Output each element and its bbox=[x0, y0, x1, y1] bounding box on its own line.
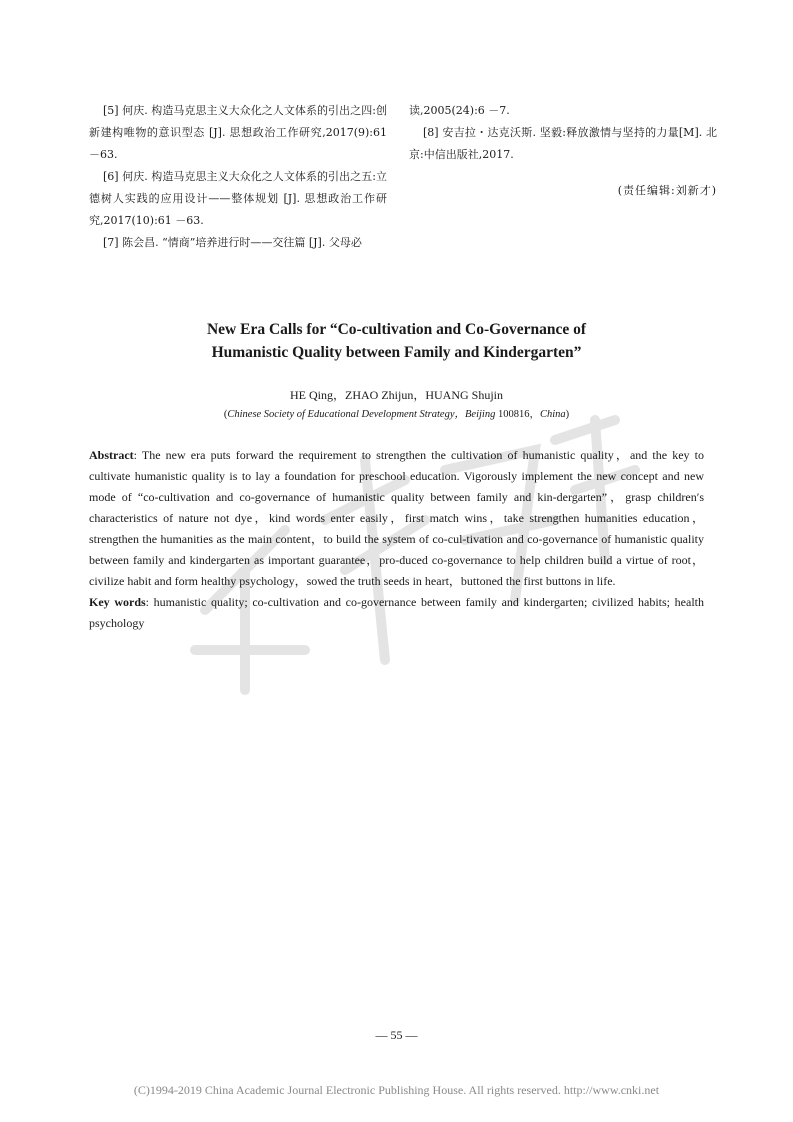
reference-number: [7] bbox=[103, 236, 119, 249]
affiliation-close: ) bbox=[565, 409, 570, 420]
reference-text: 安吉拉・达克沃斯. 坚毅:释放激情与坚持的力量[M]. 北京:中信出版社,2017. bbox=[409, 126, 717, 161]
title-line-1: New Era Calls for “Co-cultivation and Co-Governance of bbox=[206, 321, 586, 338]
affiliation-name: Chinese Society of Educational Development Strategy，Beijing bbox=[227, 409, 496, 420]
reference-continuation: 读,2005(24):6 －7. bbox=[409, 104, 510, 117]
responsible-editor: (责任编辑:刘新才) bbox=[617, 184, 717, 197]
abstract-section bbox=[89, 445, 704, 634]
abstract-text: : The new era puts forward the requirement to strengthen the cultivation of humanistic quality，and the key to cultivate humanistic quality is to lay a foundation for preschool education. Vigorously implement the new concept and new mode of “co-cultivation and co-governance of humanistic quality between family and kin-dergarten”，grasp children′s characteristics of nature not dye，kind words enter easily，first match wins，take strengthen humanities education，strengthen the humanities as the main content，to build the system of co-cul-tivation and co-governance of humanistic quality between family and kindergarten as important guarantee，pro-duced co-governance to help children build a virtue of root，civilize habit and form healthy psychology，sowed the truth seeds in heart，buttoned the first buttons in life. bbox=[89, 448, 704, 588]
affiliation-postcode: 100816， bbox=[495, 409, 540, 420]
keywords-text: : humanistic quality; co-cultivation and co-governance between family and kindergarten; civilized habits; health psychology bbox=[89, 595, 704, 630]
references-left-column bbox=[89, 100, 387, 254]
abstract bbox=[89, 445, 704, 592]
references-right-column bbox=[409, 100, 717, 202]
article-title bbox=[0, 318, 793, 364]
reference-number: [8] bbox=[423, 126, 439, 139]
reference-item bbox=[409, 122, 717, 166]
keywords bbox=[89, 592, 704, 634]
keywords-label: Key words bbox=[89, 595, 146, 609]
page-number: — 55 — bbox=[375, 1028, 418, 1042]
copyright-footer: (C)1994-2019 China Academic Journal Electronic Publishing House. All rights reserved. http://www.cnki.net bbox=[133, 1083, 660, 1097]
reference-number: [5] bbox=[103, 104, 119, 117]
reference-item bbox=[89, 100, 387, 166]
reference-text: 何庆. 构造马克思主义大众化之人文体系的引出之四:创新建构唯物的意识型态 [J]. 思想政治工作研究,2017(9):61 －63. bbox=[89, 104, 387, 161]
reference-text: 陈会昌. “情商”培养进行时——交往篇 [J]. 父母必 bbox=[122, 236, 362, 249]
affiliation bbox=[0, 406, 793, 421]
reference-text: 何庆. 构造马克思主义大众化之人文体系的引出之五:立德树人实践的应用设计——整体规划 [J]. 思想政治工作研究,2017(10):61 －63. bbox=[89, 170, 387, 227]
affiliation-country: China bbox=[539, 409, 566, 420]
reference-item bbox=[89, 166, 387, 232]
abstract-label: Abstract bbox=[89, 448, 134, 462]
reference-number: [6] bbox=[103, 170, 119, 183]
authors: HE Qing，ZHAO Zhijun，HUANG Shujin bbox=[290, 388, 503, 402]
reference-item bbox=[89, 232, 387, 254]
title-line-2: Humanistic Quality between Family and Kindergarten” bbox=[211, 344, 582, 361]
affiliation-open: ( bbox=[223, 409, 228, 420]
